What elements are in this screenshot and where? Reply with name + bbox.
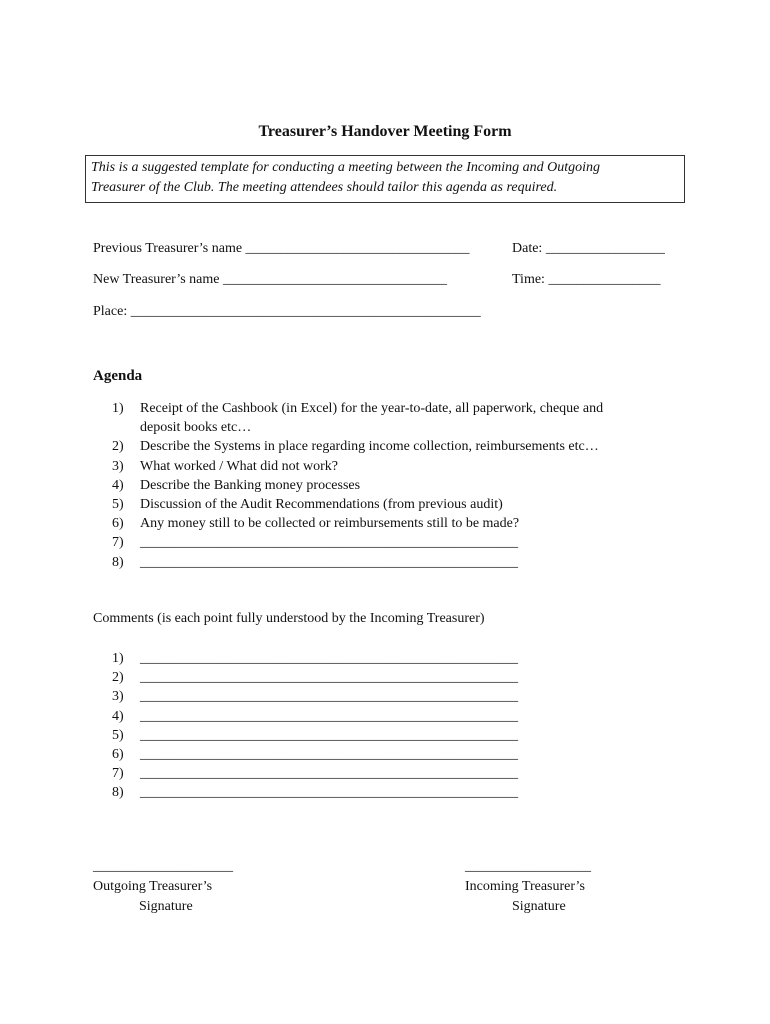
list-number: 7) <box>112 766 124 782</box>
list-number: 6) <box>112 516 124 532</box>
list-number: 2) <box>112 670 124 686</box>
list-item[interactable] <box>112 726 518 745</box>
list-item[interactable] <box>112 745 518 764</box>
blank-line[interactable]: ______________________________________________________ <box>140 785 518 801</box>
outgoing-signature-block <box>93 857 243 917</box>
incoming-signature-label: Incoming Treasurer’s <box>465 879 585 894</box>
list-number: 1) <box>112 651 124 666</box>
page-title: Treasurer’s Handover Meeting Form <box>258 123 512 140</box>
date-field[interactable]: Date: _________________ <box>512 241 665 256</box>
list-item[interactable] <box>112 687 518 706</box>
list-number: 3) <box>112 458 124 474</box>
list-item[interactable] <box>112 533 603 552</box>
list-text: Receipt of the Cashbook (in Excel) for the year-to-date, all paperwork, cheque and <box>140 401 604 416</box>
list-text: What worked / What did not work? <box>140 458 339 474</box>
outgoing-signature-line[interactable]: ____________________ <box>93 859 233 874</box>
blank-line[interactable]: ______________________________________________________ <box>140 747 518 763</box>
list-number: 8) <box>112 785 124 801</box>
list-item[interactable] <box>112 707 518 726</box>
blank-line[interactable]: ______________________________________________________ <box>140 727 518 743</box>
list-item[interactable] <box>112 668 518 687</box>
list-item[interactable] <box>112 783 518 802</box>
list-item[interactable] <box>112 764 518 783</box>
comments-heading: Comments (is each point fully understood by the Incoming Treasurer) <box>93 611 485 626</box>
incoming-signature-caption: Signature <box>512 899 566 914</box>
intro-line-2: Treasurer of the Club. The meeting attendees should tailor this agenda as required. <box>91 180 558 195</box>
incoming-signature-block <box>465 857 615 917</box>
list-item <box>112 514 603 533</box>
agenda-heading: Agenda <box>93 368 143 384</box>
list-item[interactable] <box>112 649 518 668</box>
outgoing-signature-caption: Signature <box>139 899 193 914</box>
blank-line[interactable]: ______________________________________________________ <box>140 535 518 551</box>
blank-line[interactable]: ______________________________________________________ <box>140 766 518 782</box>
new-treasurer-field[interactable]: New Treasurer’s name ________________________________ <box>93 272 447 287</box>
list-item <box>112 457 603 476</box>
comments-list <box>112 649 518 803</box>
list-number <box>112 418 140 437</box>
list-item <box>112 476 603 495</box>
time-field[interactable]: Time: ________________ <box>512 272 661 287</box>
intro-line-1: This is a suggested template for conducting a meeting between the Incoming and Outgoing <box>91 160 600 175</box>
list-number: 3) <box>112 689 124 705</box>
list-number: 6) <box>112 747 124 763</box>
agenda-list <box>112 399 603 572</box>
previous-treasurer-field[interactable]: Previous Treasurer’s name ________________________________ <box>93 241 470 256</box>
list-number: 4) <box>112 708 124 724</box>
list-text: Discussion of the Audit Recommendations (from previous audit) <box>140 497 503 513</box>
blank-line[interactable]: ______________________________________________________ <box>140 689 518 705</box>
list-number: 5) <box>112 727 124 743</box>
list-number: 4) <box>112 477 124 493</box>
list-number: 1) <box>112 401 124 416</box>
list-text: Describe the Banking money processes <box>140 477 361 493</box>
list-number: 7) <box>112 535 124 551</box>
blank-line[interactable]: ______________________________________________________ <box>140 651 518 666</box>
place-field[interactable]: Place: __________________________________________________ <box>93 304 481 319</box>
incoming-signature-line[interactable]: __________________ <box>465 859 591 874</box>
list-item <box>112 418 603 437</box>
list-item <box>112 495 603 514</box>
list-text: deposit books etc… <box>140 420 252 436</box>
list-text: Describe the Systems in place regarding income collection, reimbursements etc… <box>140 439 599 455</box>
list-item <box>112 437 603 456</box>
list-number: 5) <box>112 497 124 513</box>
blank-line[interactable]: ______________________________________________________ <box>140 708 518 724</box>
list-text: Any money still to be collected or reimbursements still to be made? <box>140 516 520 532</box>
list-number: 2) <box>112 439 124 455</box>
outgoing-signature-label: Outgoing Treasurer’s <box>93 879 213 894</box>
list-item[interactable] <box>112 553 603 572</box>
blank-line[interactable]: ______________________________________________________ <box>140 670 518 686</box>
intro-box <box>85 155 685 203</box>
list-item <box>112 399 603 418</box>
blank-line[interactable]: ______________________________________________________ <box>140 554 518 570</box>
list-number: 8) <box>112 554 124 570</box>
